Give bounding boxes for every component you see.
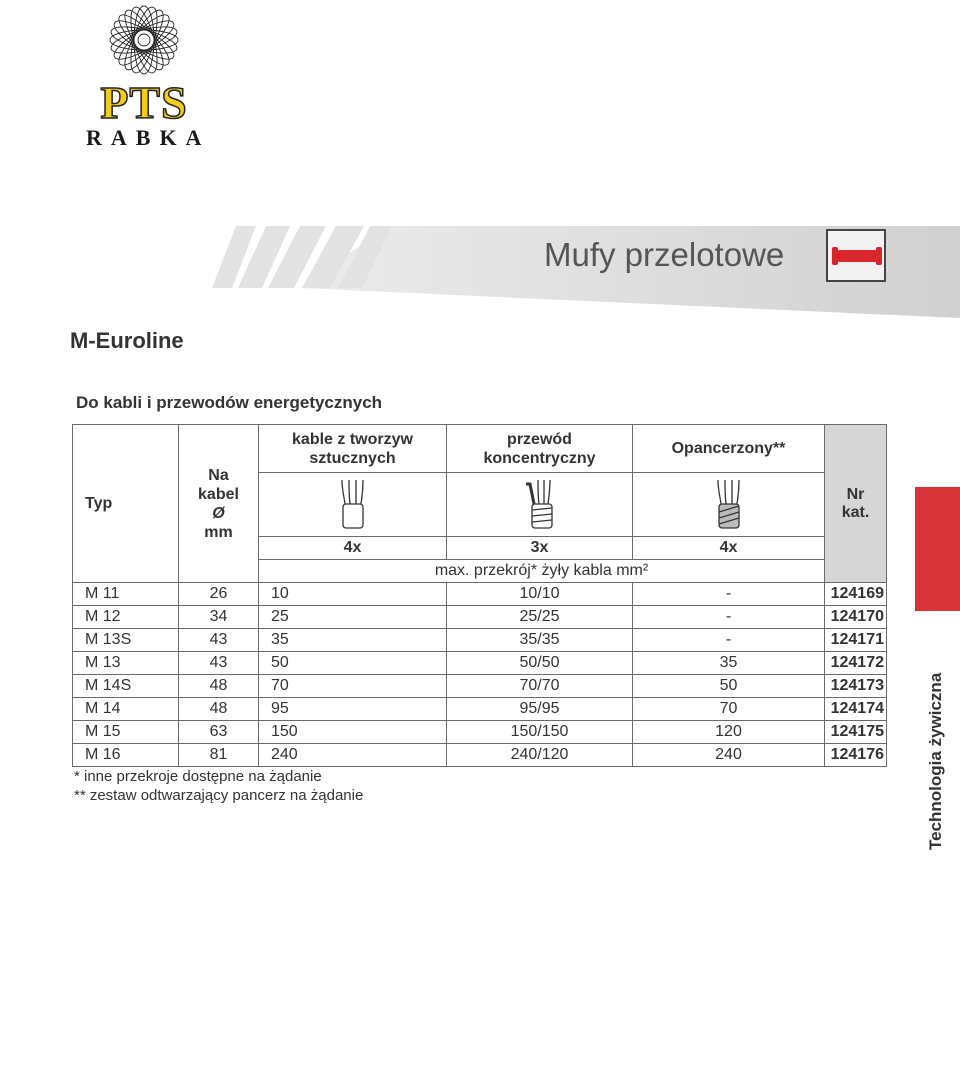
cell-typ: M 12 (73, 606, 179, 629)
cell-armored: - (633, 583, 825, 606)
col-nr-header (825, 425, 887, 583)
footnote-2: ** zestaw odtwarzający pancerz na żądanie (74, 787, 364, 804)
product-name: M-Euroline (70, 328, 184, 353)
group-concentric-line2: koncentryczny (483, 449, 596, 467)
col-diameter-line2: kabel (198, 485, 239, 503)
cell-typ: M 14 (73, 698, 179, 721)
cell-diameter: 43 (179, 629, 259, 652)
cable-plastic-image (259, 473, 447, 537)
cell-concentric: 95/95 (447, 698, 633, 721)
cell-concentric: 70/70 (447, 675, 633, 698)
cell-armored: 50 (633, 675, 825, 698)
cell-concentric: 10/10 (447, 583, 633, 606)
cable-armored-image (633, 473, 825, 537)
table-row (73, 629, 887, 652)
diameter-symbol: Ø (212, 504, 225, 522)
group-plastic-line2: sztucznych (309, 449, 396, 467)
cell-catalog-number: 124171 (825, 629, 887, 652)
cell-plastic: 35 (259, 629, 447, 652)
cell-concentric: 25/25 (447, 606, 633, 629)
cell-armored: - (633, 629, 825, 652)
header-band (0, 226, 960, 318)
cell-catalog-number: 124175 (825, 721, 887, 744)
cell-concentric: 50/50 (447, 652, 633, 675)
max-section-label: max. przekrój* żyły kabla mm² (259, 560, 825, 583)
table-row (73, 744, 887, 767)
logo-city: RABKA (86, 125, 211, 150)
table-row (73, 675, 887, 698)
logo-brand: PTS (100, 77, 188, 128)
cell-concentric: 240/120 (447, 744, 633, 767)
table-row (73, 698, 887, 721)
cell-typ: M 14S (73, 675, 179, 698)
cell-plastic: 95 (259, 698, 447, 721)
group-plastic-header (259, 425, 447, 473)
cell-diameter: 26 (179, 583, 259, 606)
cell-armored: - (633, 606, 825, 629)
cell-diameter: 81 (179, 744, 259, 767)
cell-catalog-number: 124176 (825, 744, 887, 767)
group-armored-header: Opancerzony** (633, 425, 825, 473)
count-concentric: 3x (447, 537, 633, 560)
cell-diameter: 34 (179, 606, 259, 629)
col-nr-line2: kat. (841, 503, 870, 521)
cell-plastic: 50 (259, 652, 447, 675)
count-plastic: 4x (259, 537, 447, 560)
cell-catalog-number: 124170 (825, 606, 887, 629)
cell-plastic: 70 (259, 675, 447, 698)
cell-armored: 70 (633, 698, 825, 721)
cell-typ: M 16 (73, 744, 179, 767)
cell-typ: M 15 (73, 721, 179, 744)
cell-diameter: 48 (179, 675, 259, 698)
cell-plastic: 150 (259, 721, 447, 744)
footnote-1: * inne przekroje dostępne na żądanie (74, 768, 322, 785)
cell-catalog-number: 124169 (825, 583, 887, 606)
joint-sleeve-icon (826, 229, 886, 282)
cable-concentric-image (447, 473, 633, 537)
group-concentric-line1: przewód (507, 430, 572, 448)
product-subtitle: Do kabli i przewodów energetycznych (76, 393, 383, 412)
section-title: Mufy przelotowe (544, 236, 785, 273)
cell-armored: 35 (633, 652, 825, 675)
cell-catalog-number: 124172 (825, 652, 887, 675)
count-armored: 4x (633, 537, 825, 560)
cell-diameter: 48 (179, 698, 259, 721)
cell-plastic: 25 (259, 606, 447, 629)
group-concentric-header (447, 425, 633, 473)
col-typ-header: Typ (73, 425, 179, 583)
col-nr-line1: Nr (846, 485, 865, 503)
table-row (73, 652, 887, 675)
cell-diameter: 63 (179, 721, 259, 744)
cell-armored: 240 (633, 744, 825, 767)
cell-typ: M 13S (73, 629, 179, 652)
cell-concentric: 150/150 (447, 721, 633, 744)
cell-concentric: 35/35 (447, 629, 633, 652)
col-diameter-header (179, 425, 259, 583)
table-row (73, 606, 887, 629)
cell-catalog-number: 124173 (825, 675, 887, 698)
side-tab-label: Technologia żywiczna (926, 672, 945, 850)
group-plastic-line1: kable z tworzyw (292, 430, 413, 448)
cell-armored: 120 (633, 721, 825, 744)
cell-catalog-number: 124174 (825, 698, 887, 721)
table-row (73, 721, 887, 744)
col-diameter-unit: mm (204, 523, 233, 541)
cell-plastic: 240 (259, 744, 447, 767)
spec-table (72, 424, 887, 767)
cell-plastic: 10 (259, 583, 447, 606)
pts-rabka-logo (78, 2, 210, 152)
side-tab-marker (915, 487, 960, 611)
col-diameter-line1: Na (208, 466, 229, 484)
cell-typ: M 11 (73, 583, 179, 606)
cell-diameter: 43 (179, 652, 259, 675)
table-row (73, 583, 887, 606)
cell-typ: M 13 (73, 652, 179, 675)
